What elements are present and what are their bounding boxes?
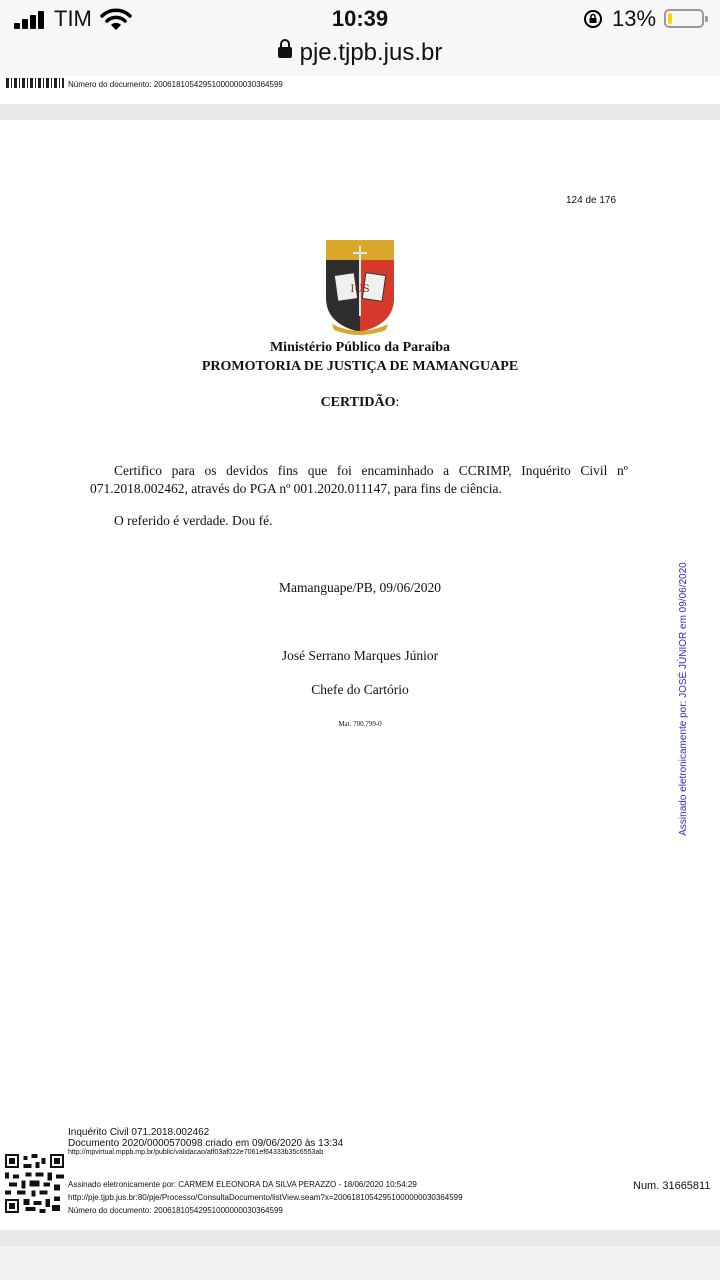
signer-role: Chefe do Cartório bbox=[311, 682, 409, 697]
signer-registration: Mat. 700.799-0 bbox=[338, 720, 382, 728]
footer-process-line: Inquérito Civil 071.2018.002462 bbox=[68, 1127, 210, 1138]
next-page-area bbox=[0, 1246, 720, 1280]
footer-document-line: Documento 2020/0000570098 criado em 09/06/2020 às 13:34 bbox=[68, 1138, 344, 1149]
institution-emblem-icon bbox=[322, 238, 398, 336]
footer-doc-number: Número do documento: 20061810542951000000030364599 bbox=[68, 1206, 283, 1215]
battery-icon bbox=[664, 9, 704, 28]
signer-name: José Serrano Marques Júnior bbox=[281, 648, 439, 663]
heading-text: CERTIDÃO bbox=[320, 395, 396, 410]
footer-signed-by: Assinado eletronicamente por: CARMEM ELEONORA DA SILVA PERAZZO - 18/06/2020 10:54:29 bbox=[68, 1180, 417, 1189]
qr-code-icon bbox=[5, 1154, 64, 1213]
orientation-lock-icon bbox=[583, 9, 603, 29]
footer-pje-link[interactable]: http://pje.tjpb.jus.br:80/pje/Processo/ConsultaDocumento/listView.seam?x=20061810542951000000030364599 bbox=[68, 1193, 463, 1202]
url-text: pje.tjpb.jus.br bbox=[299, 39, 443, 66]
org-name: Ministério Público da Paraíba bbox=[269, 340, 451, 355]
document-num: Num. 31665811 bbox=[633, 1180, 711, 1192]
closing-line: O referido é verdade. Dou fé. bbox=[114, 513, 273, 528]
previous-doc-number: Número do documento: 20061810542951000000030364599 bbox=[68, 80, 283, 89]
document-heading bbox=[0, 395, 720, 411]
heading-colon: : bbox=[395, 395, 400, 410]
page-divider bbox=[0, 1230, 720, 1246]
url-display[interactable] bbox=[0, 38, 720, 68]
padlock-icon bbox=[278, 47, 292, 58]
emblem-text: IUS bbox=[350, 284, 370, 295]
electronic-signature-stamp: Assinado eletronicamente por: JOSÉ JÚNIOR em 09/06/2020 bbox=[678, 562, 689, 836]
place-date: Mamanguape/PB, 09/06/2020 bbox=[279, 580, 441, 595]
status-bar bbox=[0, 0, 720, 38]
battery-percent: 13% bbox=[612, 6, 657, 31]
page-divider bbox=[0, 104, 720, 120]
page-number: 124 de 176 bbox=[566, 195, 617, 206]
carrier-name: TIM bbox=[54, 6, 92, 31]
office-name: PROMOTORIA DE JUSTIÇA DE MAMANGUAPE bbox=[201, 359, 519, 374]
qr-code-icon bbox=[6, 78, 64, 88]
certificate-paragraph: Certifico para os devidos fins que foi encaminhado a CCRIMP, Inquérito Civil nº 071.2018.002462, através do PGA nº 001.2020.011147, para fins de ciência. bbox=[90, 463, 628, 496]
footer-validation-link[interactable]: http://mpvirtual.mppb.mp.br/public/validacao/aff03af022e7061ef64333b35c6553ab bbox=[68, 1149, 324, 1156]
browser-url-bar[interactable] bbox=[0, 38, 720, 76]
clock: 10:39 bbox=[331, 6, 389, 31]
